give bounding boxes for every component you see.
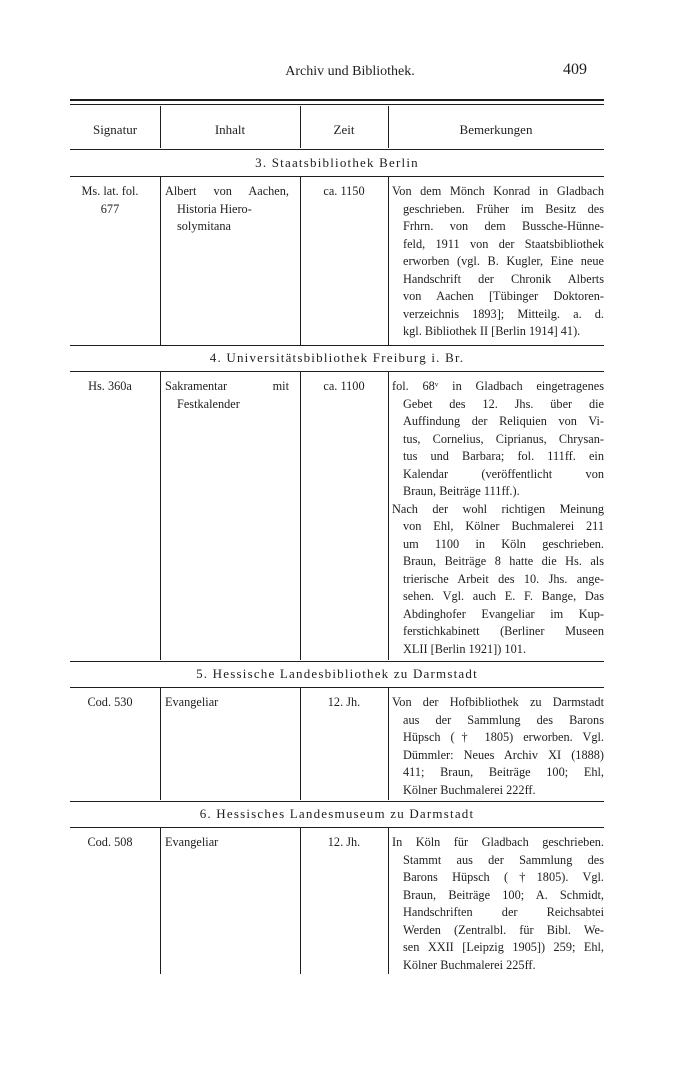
bemerkungen-line: Braun, Beiträge 100; A. Schmidt,	[403, 887, 604, 902]
signatur-line: Cod. 508	[87, 835, 133, 849]
signatur-line: 677	[100, 201, 120, 216]
bemerkungen-cell	[392, 378, 604, 658]
bemerkungen-line: Hüpsch († 1805) erworben. Vgl.	[403, 730, 604, 744]
column-divider	[388, 372, 389, 660]
section-rule	[70, 371, 604, 372]
bemerkungen-line: feld, 1911 von der Staatsbibliothek	[403, 236, 604, 251]
top-rule-thin	[70, 104, 604, 105]
bemerkungen-line: Kalendar (veröffentlicht von	[403, 466, 604, 481]
column-divider	[300, 177, 301, 345]
inhalt-cell	[165, 378, 289, 413]
bemerkungen-cell	[392, 183, 604, 341]
bemerkungen-line: fol. 68ᵛ in Gladbach eingetragenes	[392, 379, 604, 393]
bemerkungen-cell	[392, 694, 604, 799]
signatur-cell	[70, 378, 150, 396]
column-header-inhalt: Inhalt	[214, 122, 246, 137]
inhalt-line: solymitana	[177, 219, 231, 233]
bemerkungen-line: verzeichnis 1893]; Mitteilg. a. d.	[403, 306, 604, 321]
bemerkungen-line: von Ehl, Kölner Buchmalerei 211	[403, 519, 604, 533]
bemerkungen-line: geschrieben. Früher im Besitz des	[403, 201, 604, 216]
bemerkungen-line: Braun, Beiträge 8 hatte die Hs. als	[403, 554, 604, 568]
inhalt-cell	[165, 694, 289, 712]
bemerkungen-cell	[392, 834, 604, 974]
bemerkungen-line: trierische Arbeit des 10. Jhs. ange-	[403, 571, 604, 586]
inhalt-cell	[165, 183, 289, 236]
column-divider	[160, 177, 161, 345]
bemerkungen-line: Dümmler: Neues Archiv XI (1888)	[403, 747, 604, 762]
signatur-line: Hs. 360a	[88, 379, 132, 393]
column-header-zeit: Zeit	[333, 122, 355, 137]
column-divider	[160, 106, 161, 148]
section-rule	[70, 827, 604, 828]
column-divider	[388, 828, 389, 974]
column-header-bemerkungen: Bemerkungen	[459, 122, 533, 137]
bemerkungen-line: Frhrn. von dem Bussche-Hünne-	[403, 219, 604, 233]
signatur-line: Ms. lat. fol.	[81, 184, 139, 198]
bemerkungen-line: sehen. Vgl. auch E. F. Bange, Das	[403, 589, 604, 603]
bemerkungen-line: In Köln für Gladbach geschrieben.	[392, 835, 604, 849]
section-rule	[70, 661, 604, 662]
page-number: 409	[563, 61, 587, 78]
bemerkungen-line: 411; Braun, Beiträge 100; Ehl,	[403, 765, 604, 779]
column-header-signatur: Signatur	[92, 122, 138, 137]
bemerkungen-line: Braun, Beiträge 111ff.).	[403, 484, 520, 498]
column-divider	[160, 372, 161, 660]
bemerkungen-line: sen XXII [Leipzig 1905]) 259; Ehl,	[403, 940, 604, 954]
bemerkungen-line: um 1100 in Köln geschrieben.	[403, 536, 604, 551]
inhalt-line: Sakramentar mit	[165, 379, 289, 393]
section-rule	[70, 801, 604, 802]
zeit-cell: 12. Jh.	[327, 835, 361, 849]
bemerkungen-line: aus der Sammlung des Barons	[403, 712, 604, 727]
top-rule-thick	[70, 99, 604, 101]
signatur-cell	[70, 183, 150, 218]
column-divider	[300, 372, 301, 660]
inhalt-line: Historia Hiero-	[177, 201, 252, 216]
column-divider	[388, 177, 389, 345]
column-divider	[388, 688, 389, 800]
bemerkungen-line: erworben (vgl. B. Kugler, Eine neue	[403, 254, 604, 268]
bemerkungen-line: Handschriften der Reichsabtei	[403, 905, 604, 919]
bemerkungen-line: Stammt aus der Sammlung des	[403, 852, 604, 867]
bemerkungen-line: tus, Cornelius, Ciprianus, Chrysan-	[403, 431, 604, 446]
bemerkungen-line: Werden (Zentralbl. für Bibl. We-	[403, 922, 604, 937]
bemerkungen-line: Abdinghofer Evangeliar im Kup-	[403, 606, 604, 621]
zeit-cell: 12. Jh.	[327, 695, 361, 709]
bemerkungen-line: tus und Barbara; fol. 111ff. ein	[403, 449, 604, 463]
signatur-cell	[70, 834, 150, 852]
section-rule	[70, 687, 604, 688]
bemerkungen-line: Barons Hüpsch (†1805). Vgl.	[403, 870, 604, 884]
section-title: 4. Universitätsbibliothek Freiburg i. Br.	[209, 350, 465, 365]
inhalt-line: Evangeliar	[165, 695, 219, 709]
bemerkungen-line: Von der Hofbibliothek zu Darmstadt	[392, 695, 604, 709]
section-rule	[70, 176, 604, 177]
zeit-cell: ca. 1150	[323, 184, 365, 198]
inhalt-line: Albert von Aachen,	[165, 184, 289, 198]
bemerkungen-line: XLII [Berlin 1921]) 101.	[403, 641, 526, 656]
bemerkungen-line: kgl. Bibliothek II [Berlin 1914] 41).	[403, 324, 581, 338]
bemerkungen-line: Auffindung der Reliquien von Vi-	[403, 414, 604, 428]
signatur-line: Cod. 530	[87, 695, 133, 709]
zeit-cell: ca. 1100	[323, 379, 365, 393]
inhalt-cell	[165, 834, 289, 852]
running-header-title: Archiv und Bibliothek.	[285, 64, 415, 79]
column-divider	[160, 828, 161, 974]
bemerkungen-line: Kölner Buchmalerei 222ff.	[403, 782, 536, 797]
column-divider	[300, 106, 301, 148]
inhalt-line: Evangeliar	[165, 835, 219, 849]
bemerkungen-line: Von dem Mönch Konrad in Gladbach	[392, 184, 604, 198]
inhalt-line: Festkalender	[177, 396, 240, 411]
section-title: 6. Hessisches Landesmuseum zu Darmstadt	[199, 806, 475, 821]
header-bottom-rule	[70, 149, 604, 150]
section-rule	[70, 345, 604, 346]
bemerkungen-line: Kölner Buchmalerei 225ff.	[403, 957, 536, 972]
column-divider	[160, 688, 161, 800]
bemerkungen-line: Nach der wohl richtigen Meinung	[392, 501, 604, 516]
bemerkungen-line: Gebet des 12. Jhs. über die	[403, 396, 604, 411]
bemerkungen-line: von Aachen [Tübinger Doktoren-	[403, 289, 604, 303]
bemerkungen-line: ferstichkabinett (Berliner Museen	[403, 624, 604, 638]
section-title: 3. Staatsbibliothek Berlin	[255, 155, 419, 170]
column-divider	[388, 106, 389, 148]
section-title: 5. Hessische Landesbibliothek zu Darmstadt	[196, 666, 478, 681]
bemerkungen-line: Handschrift der Chronik Alberts	[403, 271, 604, 286]
signatur-cell	[70, 694, 150, 712]
